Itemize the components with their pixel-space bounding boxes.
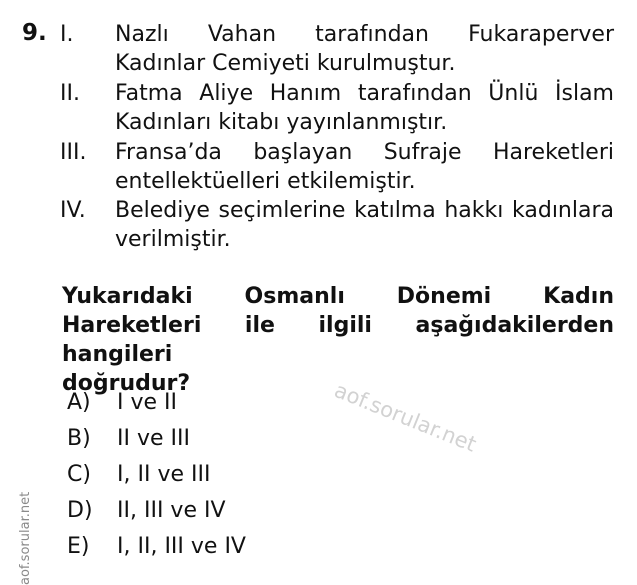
statement-1-numeral: I. xyxy=(60,22,74,47)
option-d-letter: D) xyxy=(67,498,93,523)
option-b-letter: B) xyxy=(67,426,91,451)
option-d-text: II, III ve IV xyxy=(117,498,226,523)
option-c-text: I, II ve III xyxy=(117,462,211,487)
statement-2-line-1: Fatma Aliye Hanım tarafından Ünlü İslam xyxy=(115,81,614,106)
option-e-text: I, II, III ve IV xyxy=(117,534,246,559)
option-a-letter: A) xyxy=(67,390,91,415)
statement-4-line-1: Belediye seçimlerine katılma hakkı kadınlara xyxy=(115,198,614,223)
statement-1-line-1: Nazlı Vahan tarafından Fukaraperver xyxy=(115,22,614,47)
option-c-letter: C) xyxy=(67,462,91,487)
statement-4-numeral: IV. xyxy=(60,198,86,223)
side-watermark: aof.sorular.net xyxy=(18,491,33,585)
option-e-letter: E) xyxy=(67,534,90,559)
option-a[interactable] xyxy=(67,388,177,417)
statement-3-numeral: III. xyxy=(60,140,87,165)
statement-3-line-1: Fransa’da başlayan Sufraje Hareketleri xyxy=(115,140,614,165)
option-b[interactable] xyxy=(67,424,190,453)
statement-2-line-2: Kadınları kitabı yayınlanmıştır. xyxy=(115,110,448,135)
option-c[interactable] xyxy=(67,460,210,489)
statement-4-line-2: verilmiştir. xyxy=(115,227,231,252)
statement-1-line-2: Kadınlar Cemiyeti kurulmuştur. xyxy=(115,51,456,76)
option-a-text: I ve II xyxy=(117,390,178,415)
option-d[interactable] xyxy=(67,496,226,525)
option-e[interactable] xyxy=(67,532,246,561)
statement-3-line-2: entellektüelleri etkilemiştir. xyxy=(115,169,416,194)
question-number: 9. xyxy=(22,20,47,46)
option-b-text: II ve III xyxy=(117,426,190,451)
statement-2-numeral: II. xyxy=(60,81,80,106)
watermark: aof.sorular.net xyxy=(331,378,480,457)
stem-line-2: Hareketleri ile ilgili aşağıdakilerden hangileri xyxy=(62,313,614,367)
stem-line-3: doğrudur? xyxy=(62,371,191,396)
stem-line-1: Yukarıdaki Osmanlı Dönemi Kadın xyxy=(62,284,614,309)
